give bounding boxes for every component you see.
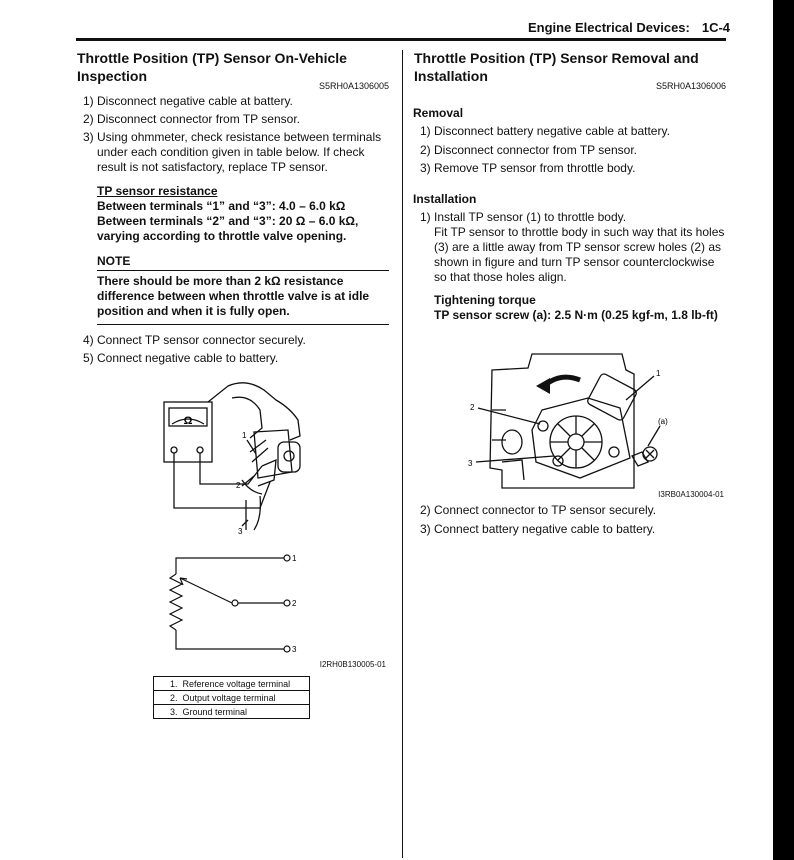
terminal-label-3: 3 [292, 645, 297, 654]
table-row [154, 691, 310, 705]
legend-label: Ground terminal [182, 706, 248, 717]
table-row [154, 705, 310, 719]
left-step-2 [83, 112, 393, 127]
step-text: Disconnect battery negative cable at battery. [434, 124, 670, 138]
step-text: Connect connector to TP sensor securely. [434, 503, 657, 517]
step-number: 4) [83, 333, 94, 347]
legend-cell [154, 705, 310, 719]
step-number: 3) [420, 161, 431, 175]
resistance-line-2: Between terminals “2” and “3”: 20 Ω – 6.0 kΩ, varying according to throttle valve opening. [97, 214, 359, 243]
legend-cell [154, 677, 310, 691]
throttle-body-outline [490, 354, 634, 488]
ohmmeter-body [164, 402, 212, 462]
figure-callout-3: 3 [468, 459, 473, 468]
figure-callout-1: 1 [242, 431, 247, 440]
note-top-rule [97, 270, 389, 271]
figure-callout-2: 2 [236, 481, 241, 490]
right-section-title: Throttle Position (TP) Sensor Removal and Installation [414, 50, 699, 84]
table-row [154, 677, 310, 691]
column-divider [402, 50, 403, 858]
right-figure-code: I3RB0A130004-01 [658, 490, 724, 499]
removal-step-2 [420, 143, 730, 158]
terminal-label-2: 2 [292, 599, 297, 608]
figure-callout-2: 2 [470, 403, 475, 412]
right-section-code: S5RH0A1306006 [655, 81, 726, 91]
page-number: 1C-4 [701, 20, 731, 35]
step-number: 2) [83, 112, 94, 126]
left-section-code: S5RH0A1306005 [318, 81, 389, 91]
screw-hole [609, 447, 619, 457]
torque-value: TP sensor screw (a): 2.5 N·m (0.25 kgf-m, 1.8 lb-ft) [434, 308, 718, 322]
legend-label: Reference voltage terminal [182, 678, 291, 689]
step-number: 1) [420, 210, 431, 224]
throttle-body-figure [462, 350, 690, 490]
figure-callout-1: 1 [656, 369, 661, 378]
step-text: Disconnect connector from TP sensor. [434, 143, 637, 157]
figure-callout-3: 3 [238, 527, 243, 536]
section-title: Engine Electrical Devices: [528, 20, 690, 35]
terminal-legend-table [153, 676, 310, 719]
tp-sensor-body [532, 398, 630, 478]
left-section-title: Throttle Position (TP) Sensor On-Vehicle Inspection [77, 50, 347, 84]
potentiometer-schematic [160, 548, 310, 658]
step-text: Install TP sensor (1) to throttle body. [434, 210, 627, 224]
step-number: 3) [420, 522, 431, 536]
removal-step-1 [420, 124, 730, 139]
legend-number: 1. [170, 678, 178, 689]
left-step-4 [83, 333, 393, 348]
step-number: 2) [420, 503, 431, 517]
page-header [528, 20, 730, 35]
resistance-line-1: Between terminals “1” and “3”: 4.0 – 6.0 kΩ [97, 199, 346, 213]
legend-number: 3. [170, 706, 178, 717]
resistance-heading: TP sensor resistance [97, 184, 218, 198]
step-text: Connect negative cable to battery. [97, 351, 279, 365]
header-rule [76, 38, 726, 41]
step-number: 1) [83, 94, 94, 108]
install-step-3 [420, 522, 730, 537]
step-text: Connect battery negative cable to battery. [434, 522, 656, 536]
legend-cell [154, 691, 310, 705]
install-step-1-detail: Fit TP sensor to throttle body in such way that its holes (3) are a little away from TP sensor screw holes (2) as shown in figure and turn TP sensor counterclockwise so that those holes align. [434, 225, 725, 284]
torque-heading: Tightening torque [434, 293, 536, 307]
callout-a-leader [648, 426, 660, 446]
removal-heading: Removal [413, 106, 464, 120]
step-text: Using ohmmeter, check resistance between terminals under each condition given in table below. If check result is not satisfactory, replace TP sensor. [97, 130, 382, 174]
left-step-3 [83, 130, 393, 175]
left-step-5 [83, 351, 393, 366]
legend-label: Output voltage terminal [182, 692, 276, 703]
terminal-1-line [176, 558, 284, 574]
step-text: Disconnect negative cable at battery. [97, 94, 293, 108]
step-number: 3) [83, 130, 94, 144]
step-text: Connect TP sensor connector securely. [97, 333, 306, 347]
figure-callout-a: (a) [658, 417, 668, 426]
step-number: 1) [420, 124, 431, 138]
ohmmeter-sensor-figure [150, 380, 390, 540]
terminal-label-1: 1 [292, 554, 297, 563]
left-figure-code: I2RH0B130005-01 [319, 660, 386, 669]
tp-sensor-shape [254, 430, 292, 478]
step-text: Remove TP sensor from throttle body. [434, 161, 636, 175]
wiper-line [180, 578, 232, 603]
install-step-1 [420, 210, 730, 225]
step-number: 5) [83, 351, 94, 365]
resistor-zigzag [170, 574, 182, 630]
ohm-symbol: Ω [183, 415, 193, 427]
step-text: Disconnect connector from TP sensor. [97, 112, 300, 126]
note-text: There should be more than 2 kΩ resistance difference between when throttle valve is at idle position and when it is fully open. [97, 274, 370, 318]
note-heading: NOTE [97, 254, 131, 268]
callout-2-leader [478, 408, 540, 424]
terminal-3-line [176, 630, 284, 649]
removal-step-3 [420, 161, 730, 176]
screw-hole [538, 421, 548, 431]
left-step-1 [83, 94, 393, 109]
legend-number: 2. [170, 692, 178, 703]
installation-heading: Installation [413, 192, 477, 206]
note-bottom-rule [97, 324, 389, 325]
step-number: 2) [420, 143, 431, 157]
install-step-2 [420, 503, 730, 518]
